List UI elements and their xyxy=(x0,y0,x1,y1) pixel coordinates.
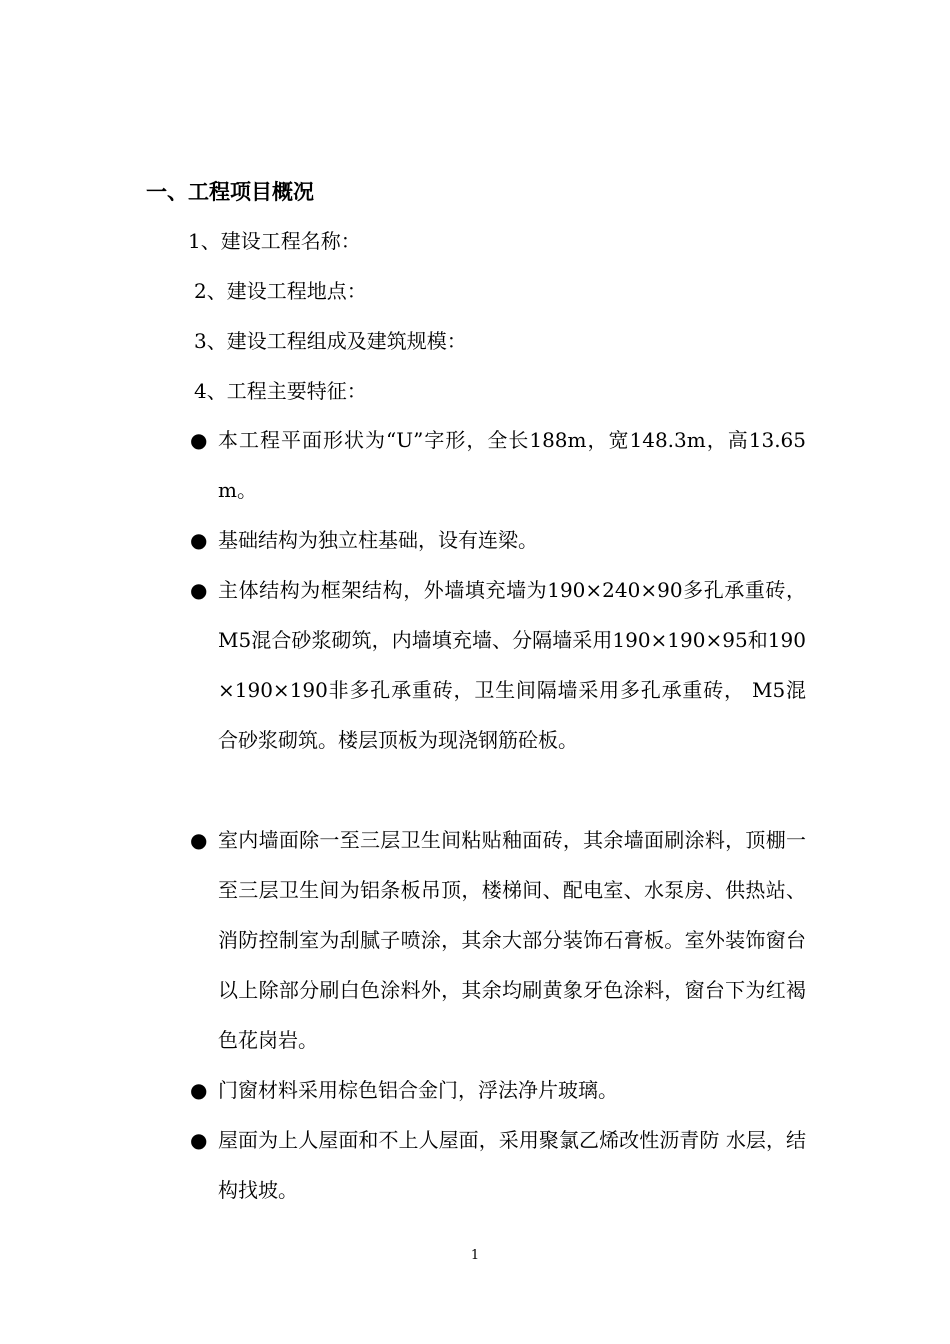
page-number: 1 xyxy=(470,1248,480,1263)
bullet-icon: ● xyxy=(190,1078,208,1102)
feature-doors-windows: 门窗材料采用棕色铝合金门，浮法净片玻璃。 xyxy=(218,1078,618,1102)
bullet-icon: ● xyxy=(190,1128,208,1152)
item-project-location: 2、建设工程地点： xyxy=(194,279,367,303)
feature-foundation: 基础结构为独立柱基础，设有连梁。 xyxy=(218,528,538,552)
bullet-icon: ● xyxy=(190,578,208,602)
section-heading: 一、工程项目概况 xyxy=(146,179,314,204)
feature-roof: 屋面为上人屋面和不上人屋面，采用聚氯乙烯改性沥青防 水层，结构找坡。 xyxy=(218,1128,806,1202)
bullet-icon: ● xyxy=(190,528,208,552)
feature-shape-size: 本工程平面形状为“U”字形，全长188m，宽148.3m，高13.65m。 xyxy=(218,428,806,502)
item-project-name: 1、建设工程名称： xyxy=(188,229,361,253)
feature-decoration: 室内墙面除一至三层卫生间粘贴釉面砖，其余墙面刷涂料，顶棚一至三层卫生间为铝条板吊顶，楼梯间、配电室、水泵房、供热站、消防控制室为刮腻子喷涂，其余大部分装饰石膏板。室外装饰窗台以上除部分刷白色涂料外，其余均刷黄象牙色涂料，窗台下为红褐色花岗岩。 xyxy=(218,828,806,1052)
bullet-icon: ● xyxy=(190,428,208,452)
feature-main-structure: 主体结构为框架结构，外墙填充墙为190×240×90多孔承重砖， M5混合砂浆砌筑，内墙填充墙、分隔墙采用190×190×95和190×190×190非多孔承重砖，卫生间隔墙采用多孔承重砖， M5混合砂浆砌筑。楼层顶板为现浇钢筋砼板。 xyxy=(218,578,806,752)
bullet-icon: ● xyxy=(190,828,208,852)
item-project-features: 4、工程主要特征： xyxy=(194,379,367,403)
item-project-scale: 3、建设工程组成及建筑规模： xyxy=(194,329,467,353)
